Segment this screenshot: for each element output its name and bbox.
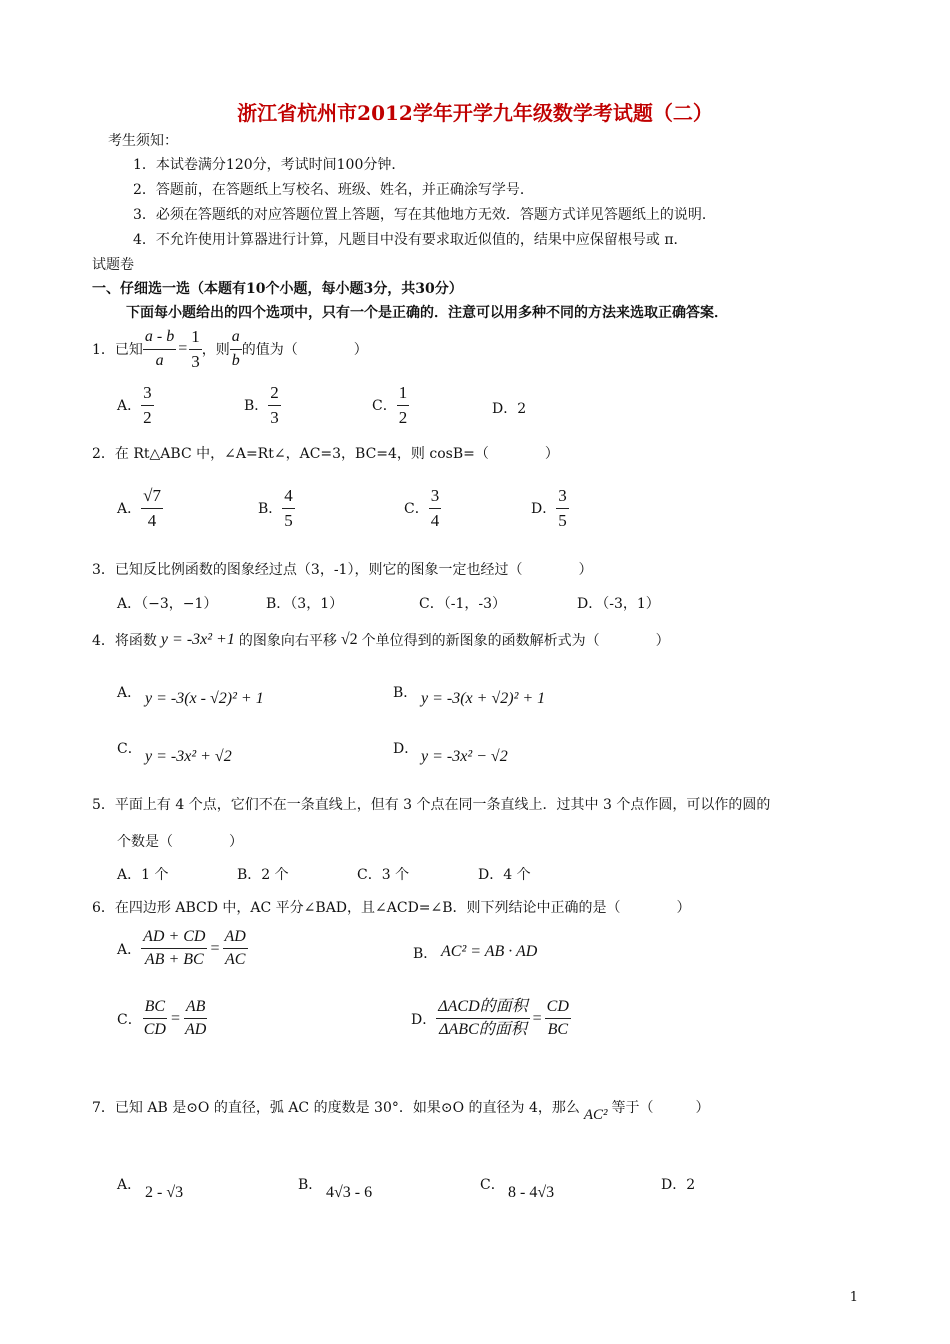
question-3-stem: 3．已知反比例函数的图象经过点（3，-1），则它的图象一定也经过（ ） [92, 562, 593, 578]
question-5-line1: 5．平面上有 4 个点，它们不在一条直线上，但有 3 个点在同一条直线上．过其中 3 个点作圆，可以作的圆的 [92, 797, 771, 813]
option-fraction [141, 486, 163, 530]
notice-item-1: 1．本试卷满分120分，考试时间100分钟． [133, 157, 406, 173]
q1-equals: = [178, 340, 188, 358]
q1-number: 1．已知 [92, 342, 143, 359]
option-text: 2 [517, 401, 527, 417]
q1-lhs-num: a - b [143, 328, 176, 349]
q7-option-a-label: A． [117, 1177, 142, 1193]
equals-sign: = [210, 939, 220, 957]
option-fraction-left [142, 998, 168, 1040]
q1-ab-fraction [230, 328, 242, 370]
q3-option-b: B．（3，1） [266, 596, 344, 612]
option-num: CD [545, 998, 571, 1019]
q6-option-c [117, 998, 208, 1040]
q6-option-b-label: B． [413, 946, 438, 962]
q1-lhs-fraction [143, 328, 176, 370]
option-den: 2 [398, 407, 408, 427]
option-label: D． [661, 1177, 687, 1193]
q4-number: 4．将函数 [92, 633, 157, 649]
q2-option-b [258, 486, 295, 530]
q4-option-b-expr: y = -3(x + √2)² + 1 [421, 690, 546, 707]
q5-option-a: A．1 个 [117, 867, 169, 883]
option-fraction-left [141, 928, 207, 970]
q4-option-c-label: C． [117, 741, 142, 757]
q7-option-b-expr: 4√3 - 6 [326, 1184, 373, 1201]
option-num: √7 [141, 486, 163, 509]
option-fraction [429, 486, 442, 530]
option-label: B． [258, 501, 283, 518]
q1-rhs-den: 3 [191, 351, 200, 371]
option-den: 3 [270, 407, 279, 427]
option-num: 4 [282, 486, 295, 509]
option-text: 2 [686, 1177, 696, 1193]
notice-item-4: 4．不允许使用计算器进行计算，凡题目中没有要求取近似值的，结果中应保留根号或 π． [133, 232, 688, 248]
q4-tail: 个单位得到的新图象的函数解析式为（ ） [361, 633, 670, 649]
option-den: AD [184, 1021, 207, 1039]
option-num: AD + CD [141, 928, 207, 949]
q7-option-b-label: B． [298, 1177, 323, 1193]
q7-tail: 等于（ ） [611, 1100, 710, 1116]
q4-option-c-expr: y = -3x² + √2 [145, 748, 232, 765]
option-fraction [556, 486, 569, 530]
option-fraction [268, 383, 281, 427]
section1-intro: 下面每小题给出的四个选项中，只有一个是正确的．注意可以用多种不同的方法来选取正确答案． [126, 305, 728, 321]
q6-option-d [411, 998, 571, 1040]
q3-option-d: D．（-3，1） [577, 596, 660, 612]
option-label: A． [117, 941, 142, 958]
option-den: BC [547, 1021, 569, 1039]
option-fraction [397, 383, 410, 427]
q4-option-b-label: B． [393, 685, 418, 701]
q5-option-d: D．4 个 [478, 867, 531, 883]
option-label: A． [117, 398, 142, 415]
q3-option-a: A．（−3，−1） [117, 596, 218, 612]
q4-option-a-label: A． [117, 685, 142, 701]
option-den: AC [224, 951, 246, 969]
q1-option-d [492, 398, 526, 418]
q6-option-b-expr: AC² = AB · AD [441, 943, 538, 960]
q7-option-d [661, 1174, 695, 1194]
paper-label: 试题卷 [92, 257, 134, 273]
equals-sign: = [170, 1009, 180, 1027]
option-den: ΔABC的面积 [439, 1021, 527, 1039]
q7-option-c-label: C． [480, 1177, 505, 1193]
option-label: A． [117, 501, 142, 518]
q1-lhs-den: a [155, 351, 164, 369]
option-label: D． [411, 1011, 437, 1028]
option-num: AB [184, 998, 208, 1019]
question-5-line2: 个数是（ ） [117, 834, 243, 850]
question-4-stem [92, 630, 670, 650]
option-num: ΔACD的面积 [436, 998, 529, 1019]
q1-rhs-num: 1 [189, 327, 202, 350]
q7-option-a-expr: 2 - √3 [145, 1184, 184, 1201]
q5-option-c: C．3 个 [357, 867, 410, 883]
notice-item-3: 3．必须在答题纸的对应答题位置上答题，写在其他地方无效．答题方式详见答题纸上的说明． [133, 207, 716, 223]
option-label: C． [372, 398, 397, 415]
option-num: 3 [556, 486, 569, 509]
option-label: D． [531, 501, 557, 518]
notice-heading: 考生须知： [108, 133, 178, 149]
q3-option-c: C．（-1，-3） [419, 596, 506, 612]
page-number: 1 [849, 1290, 858, 1305]
option-fraction-right [545, 998, 571, 1040]
q7-option-c-expr: 8 - 4√3 [508, 1184, 555, 1201]
option-fraction-right [223, 928, 248, 970]
q1-ab-den: b [231, 351, 240, 369]
notice-item-2: 2．答题前，在答题纸上写校名、班级、姓名，并正确涂写学号． [133, 182, 534, 198]
option-fraction-right [183, 998, 208, 1040]
q4-option-d-label: D． [393, 741, 419, 757]
q2-option-a [117, 486, 163, 530]
option-den: 5 [284, 510, 293, 530]
option-num: 3 [429, 486, 442, 509]
option-den: 2 [143, 407, 152, 427]
option-den: AB + BC [144, 951, 204, 969]
q1-option-c [372, 383, 409, 427]
q2-option-c [404, 486, 441, 530]
q1-mid: ，则 [201, 342, 230, 359]
question-7-stem [92, 1097, 710, 1124]
option-num: 1 [397, 383, 410, 406]
option-den: CD [143, 1021, 166, 1039]
option-den: 5 [558, 510, 567, 530]
option-den: 4 [147, 510, 157, 530]
option-fraction [282, 486, 295, 530]
section1-heading: 一、仔细选一选（本题有10个小题，每小题3分，共30分） [92, 281, 463, 297]
q4-option-d-expr: y = -3x² − √2 [421, 748, 508, 765]
q4-option-a-expr: y = -3(x - √2)² + 1 [145, 690, 264, 707]
q1-option-a [117, 383, 154, 427]
q2-option-d [531, 486, 569, 530]
q4-shift: √2 [340, 631, 358, 648]
question-1-stem [92, 327, 368, 371]
q5-option-b: B．2 个 [237, 867, 289, 883]
q7-expression: AC² [583, 1107, 608, 1123]
q7-stem-text: 7．已知 AB 是⊙O 的直径，弧 AC 的度数是 30°．如果⊙O 的直径为 4，那么 [92, 1100, 580, 1116]
option-den: 4 [430, 510, 440, 530]
option-num: 2 [268, 383, 281, 406]
option-num: 3 [141, 383, 154, 406]
option-label: B． [244, 398, 269, 415]
q1-option-b [244, 383, 281, 427]
q1-rhs-fraction [189, 327, 202, 371]
q1-tail: 的值为（ ） [241, 342, 368, 359]
q1-ab-num: a [230, 328, 242, 349]
question-2-stem: 2．在 Rt△ABC 中，∠A=Rt∠，AC=3，BC=4，则 cosB=（ ） [92, 446, 559, 462]
option-fraction [141, 383, 154, 427]
option-label: D． [492, 401, 518, 417]
option-label: C． [117, 1011, 142, 1028]
question-6-stem: 6．在四边形 ABCD 中，AC 平分∠BAD，且∠ACD=∠B．则下列结论中正确的是（ ） [92, 900, 691, 916]
q4-mid: 的图象向右平移 [238, 633, 337, 649]
page-title: 浙江省杭州市2012学年开学九年级数学考试题（二） [237, 101, 713, 125]
option-num: BC [143, 998, 167, 1019]
option-num: AD [223, 928, 248, 949]
q6-option-a [117, 928, 248, 970]
equals-sign: = [532, 1009, 542, 1027]
option-fraction-left [436, 998, 529, 1040]
option-label: C． [404, 501, 429, 518]
q4-function: y = -3x² +1 [160, 631, 235, 648]
